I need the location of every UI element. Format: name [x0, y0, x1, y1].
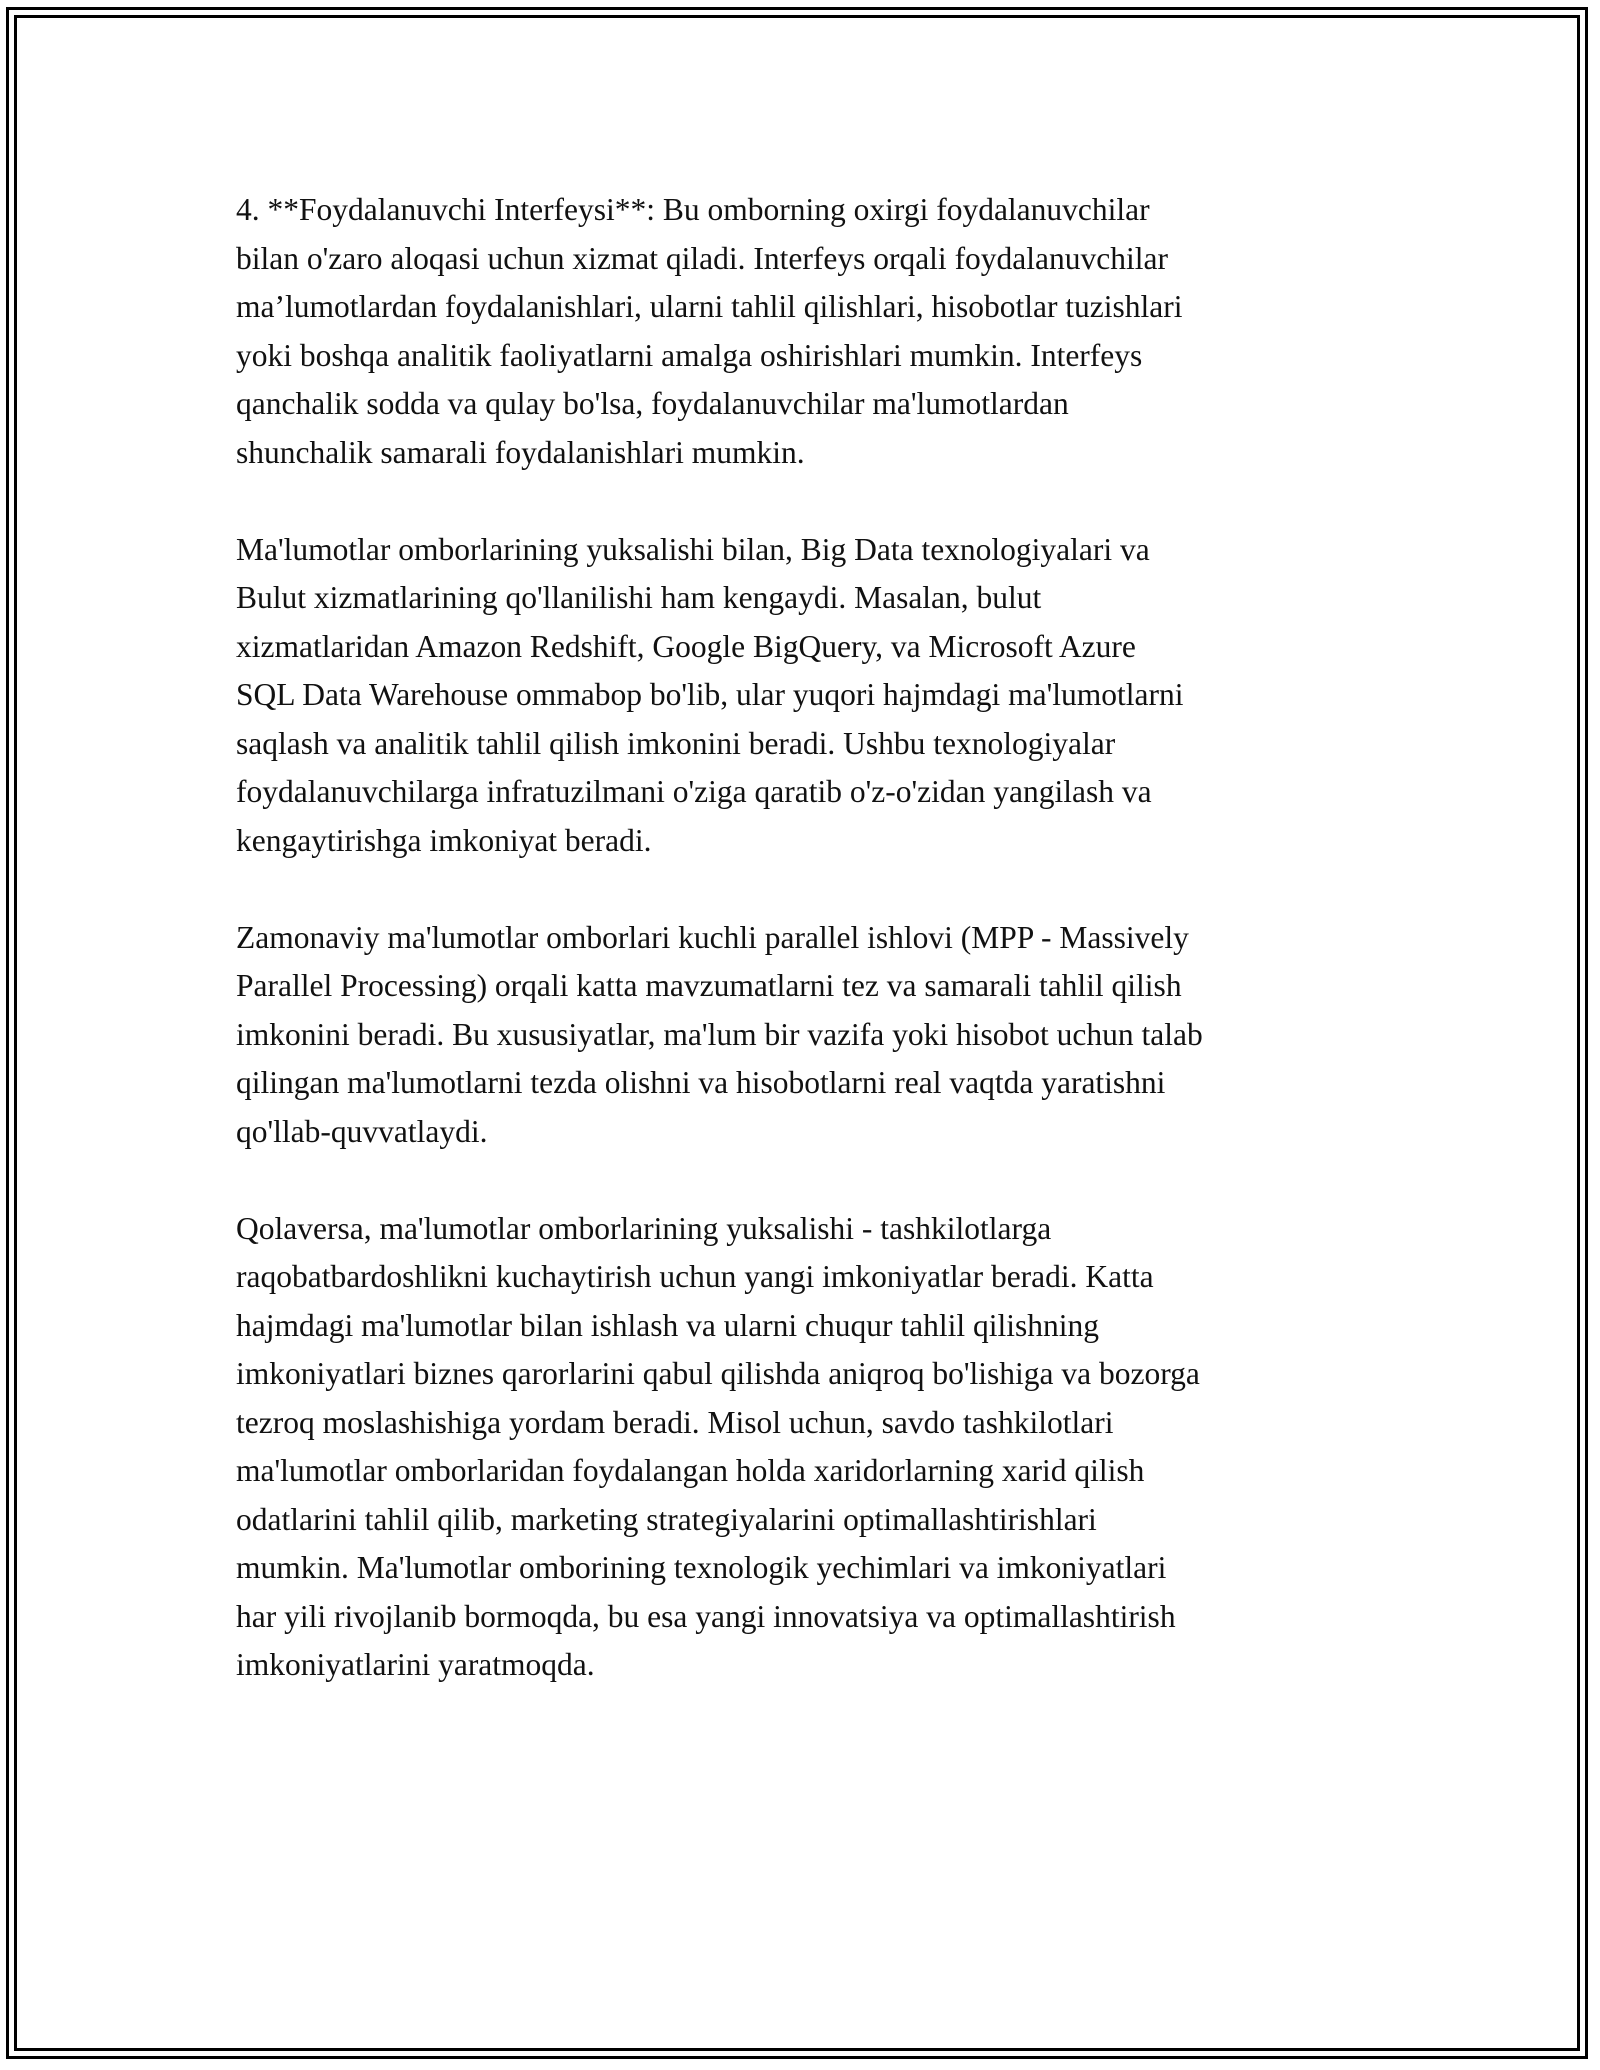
- document-body: [236, 186, 1376, 1738]
- text-line: 4. **Foydalanuvchi Interfeysi**: Bu omborning oxirgi foydalanuvchilar: [236, 192, 1150, 227]
- text-line: Zamonaviy ma'lumotlar omborlari kuchli parallel ishlovi (MPP - Massively: [236, 919, 1189, 955]
- text-line: hajmdagi ma'lumotlar bilan ishlash va ularni chuqur tahlil qilishning: [236, 1307, 1100, 1343]
- text-line: xizmatlaridan Amazon Redshift, Google BigQuery, va Microsoft Azure: [236, 628, 1136, 664]
- text-line: qilingan ma'lumotlarni tezda olishni va hisobotlarni real vaqtda yaratishni: [236, 1065, 1166, 1100]
- text-line: raqobatbardoshlikni kuchaytirish uchun yangi imkoniyatlar beradi. Katta: [236, 1259, 1154, 1294]
- text-line: imkoniyatlarini yaratmoqda.: [236, 1647, 595, 1682]
- text-line: tezroq moslashishiga yordam beradi. Misol uchun, savdo tashkilotlari: [236, 1404, 1114, 1440]
- text-line: qo'llab-quvvatlaydi.: [236, 1113, 488, 1149]
- text-line: Qolaversa, ma'lumotlar omborlarining yuksalishi - tashkilotlarga: [236, 1210, 1052, 1246]
- text-line: shunchalik samarali foydalanishlari mumkin.: [236, 434, 805, 470]
- text-line: imkonini beradi. Bu xususiyatlar, ma'lum bir vazifa yoki hisobot uchun talab: [236, 1016, 1203, 1052]
- text-line: har yili rivojlanib bormoqda, bu esa yangi innovatsiya va optimallashtirish: [236, 1598, 1176, 1634]
- paragraph-interface: [236, 186, 1376, 477]
- paragraph-cloud: [236, 526, 1376, 866]
- paragraph-competitiveness: [236, 1205, 1376, 1690]
- text-line: ma'lumotlar omborlaridan foydalangan holda xaridorlarning xarid qilish: [236, 1453, 1145, 1488]
- text-line: foydalanuvchilarga infratuzilmani o'ziga qaratib o'z-o'zidan yangilash va: [236, 774, 1152, 809]
- paragraph-mpp: [236, 914, 1376, 1157]
- text-line: imkoniyatlari biznes qarorlarini qabul qilishda aniqroq bo'lishiga va bozorga: [236, 1356, 1200, 1391]
- text-line: saqlash va analitik tahlil qilish imkonini beradi. Ushbu texnologiyalar: [236, 725, 1116, 761]
- text-line: mumkin. Ma'lumotlar omborining texnologik yechimlari va imkoniyatlari: [236, 1550, 1167, 1585]
- text-line: Ma'lumotlar omborlarining yuksalishi bilan, Big Data texnologiyalari va: [236, 531, 1150, 567]
- text-line: qanchalik sodda va qulay bo'lsa, foydalanuvchilar ma'lumotlardan: [236, 386, 1069, 421]
- text-line: bilan o'zaro aloqasi uchun xizmat qiladi. Interfeys orqali foydalanuvchilar: [236, 240, 1168, 276]
- text-line: kengaytirishga imkoniyat beradi.: [236, 822, 652, 858]
- text-line: odatlarini tahlil qilib, marketing strategiyalarini optimallashtirishlari: [236, 1501, 1097, 1537]
- text-line: SQL Data Warehouse ommabop bo'lib, ular yuqori hajmdagi ma'lumotlarni: [236, 677, 1184, 712]
- text-line: ma’lumotlardan foydalanishlari, ularni tahlil qilishlari, hisobotlar tuzishlari: [236, 289, 1183, 324]
- text-line: yoki boshqa analitik faoliyatlarni amalga oshirishlari mumkin. Interfeys: [236, 337, 1143, 373]
- text-line: Parallel Processing) orqali katta mavzumatlarni tez va samarali tahlil qilish: [236, 968, 1182, 1003]
- text-line: Bulut xizmatlarining qo'llanilishi ham kengaydi. Masalan, bulut: [236, 580, 1042, 615]
